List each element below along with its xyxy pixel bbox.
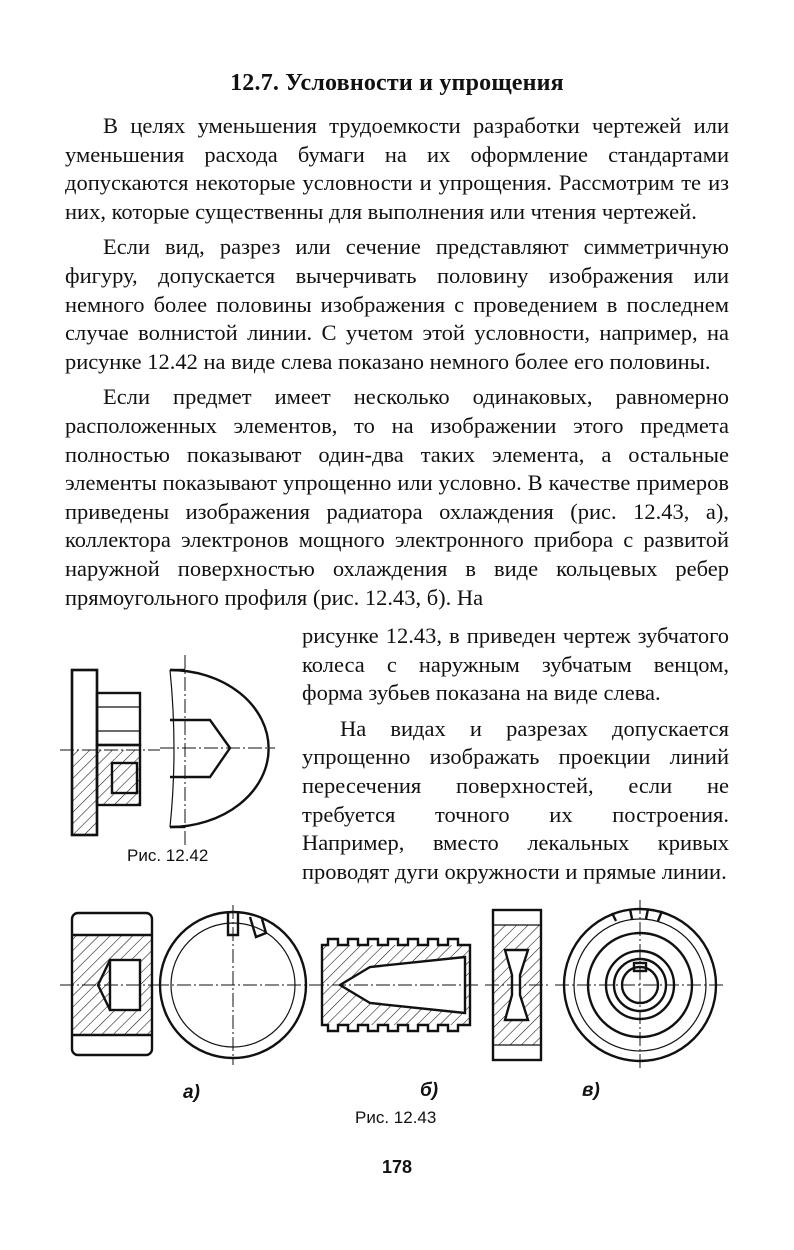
figure-12-43-label-b: б) [420,1080,439,1101]
paragraph-4: На видах и разрезах допускается упрощенно изображать проекции линий пересечения поверхностей, если не требуется точного их построения. Например, вместо лекальных кривых проводят дуги окружности и прямые линии. [302,715,729,884]
radiator-view [155,905,310,1065]
section-heading: 12.7. Условности и упрощения [230,70,564,96]
gear-section [485,910,550,1060]
figure-12-43 [60,895,740,1075]
page-number: 178 [381,1157,413,1177]
figure-12-43-label-v: в) [582,1080,600,1101]
side-text-block [302,622,729,886]
paragraph-3-continued: рисунке 12.43, в приведен чертеж зубчатого колеса с наружным зубчатым венцом, форма зубьев показана на виде слева. [302,623,729,706]
gear-view [555,900,725,1070]
paragraph-3: Если предмет имеет несколько одинаковых, равномерно расположенных элементов, то на изображении этого предмета полностью показывают один-два таких элемента, а остальные элементы показывают упрощенно или условно. В качестве примеров приведены изображения радиатора охлаждения (рис. 12.43, а), коллектора электронов мощного электронного прибора с развитой наружной поверхностью охлаждения в виде кольцевых ребер прямоугольного профиля (рис. 12.43, б). На [65,384,729,610]
collector-section [310,939,480,1031]
figure-12-42 [60,655,290,845]
paragraph-1: В целях уменьшения трудоемкости разработки чертежей или уменьшения расхода бумаги на их оформление стандартами допускаются некоторые условности и упрощения. Рассмотрим те из них, которые существенны для выполнения или чтения чертежей. [65,113,729,224]
radiator-section [60,913,165,1055]
paragraph-2: Если вид, разрез или сечение представляют симметричную фигуру, допускается вычерчивать половину изображения или немного более половины изображения с проведением в последнем случае волнистой линии. С учетом этой условности, например, на рисунке 12.42 на виде слева показано немного более его половины. [65,234,729,374]
figure-12-42-caption: Рис. 12.42 [127,846,209,865]
figure-12-43-caption: Рис. 12.43 [355,1108,437,1127]
main-text-block [65,112,729,619]
figure-12-43-label-a: а) [183,1082,200,1103]
